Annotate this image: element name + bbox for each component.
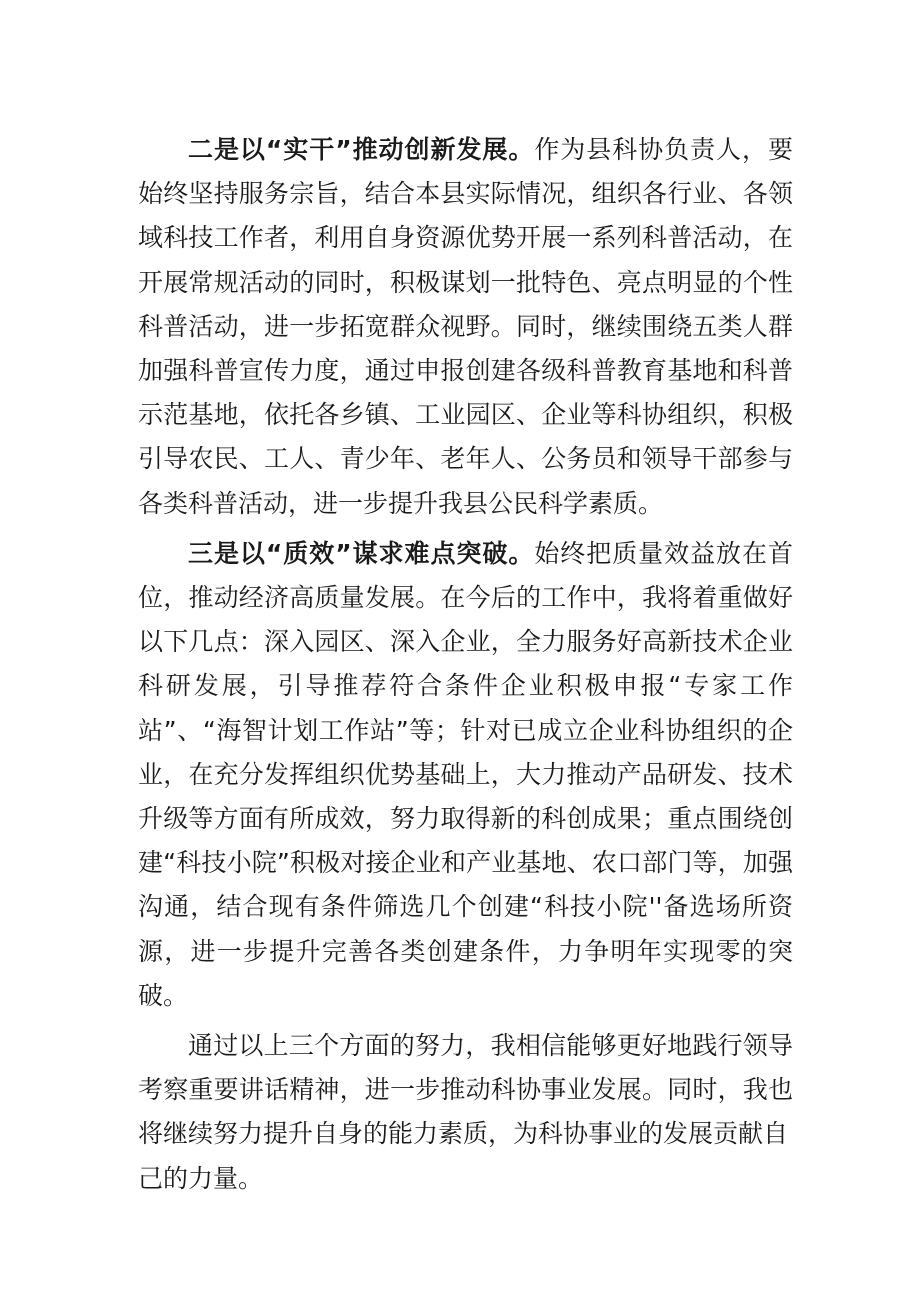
paragraph-quality-breakthrough [138,532,793,1018]
paragraph-final-line: 己的力量。 [138,1163,264,1193]
paragraph-heading: 三是以“质效”谋求难点突破。 [188,538,535,568]
paragraph-text: 作为县科协负责人，要始终坚持服务宗旨，结合本县实际情况，组织各行业、各领域科技工作者，利用自身资源优势开展一系列科普活动，在开展常规活动的同时，积极谋划一批特色、亮点明显的个性科普活动，进一步拓宽群众视野。同时，继续围绕五类人群加强科普宣传力度，通过申报创建各级科普教育基地和科普示范基地，依托各乡镇、工业园区、企业等科协组织，积极引导农民、工人、青少年、老年人、公务员和领导干部参与各类科普活动，进一步提升我县公民科学素质。 [138,135,793,518]
paragraph-text: 始终把质量效益放在首位，推动经济高质量发展。在今后的工作中，我将着重做好以下几点：深入园区、深入企业，全力服务好高新技术企业科研发展，引导推荐符合条件企业积极申报“专家工作站”、“海智计划工作站”等；针对已成立企业科协组织的企业，在充分发挥组织优势基础上，大力推动产品研发、技术升级等方面有所成效，努力取得新的科创成果；重点围绕创建“科技小院”积极对接企业和产业基地、农口部门等，加强沟通，结合现有条件筛选几个创建“科技小院''备选场所资源，进一步提升完善各类创建条件，力争明年实现零的突破。 [138,538,793,1010]
paragraph-heading: 二是以“实干”推动创新发展。 [188,135,535,164]
document-body [138,128,793,1201]
paragraph-text: 通过以上三个方面的努力，我相信能够更好地践行领导考察重要讲话精神，进一步推动科协事业发展。同时，我也将继续努力提升自身的能力素质，为科协事业的发展贡献自 [138,1031,793,1149]
paragraph-practical-innovation [138,128,793,526]
paragraph-conclusion [138,1024,793,1201]
